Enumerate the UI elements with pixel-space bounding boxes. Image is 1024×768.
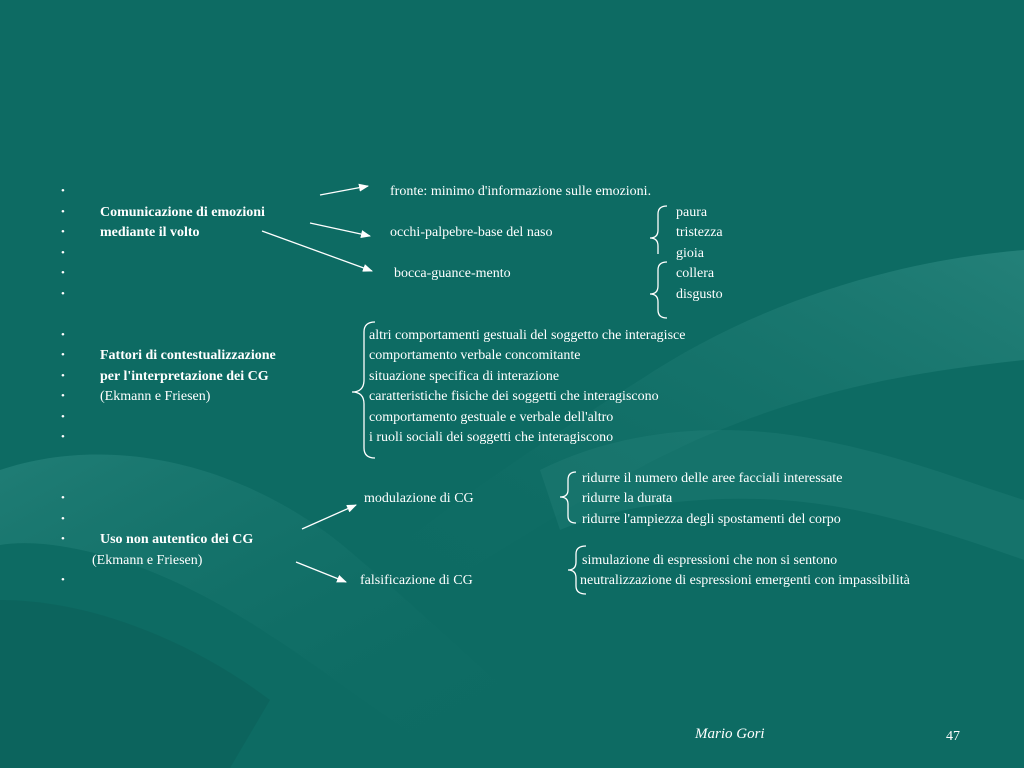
section3-source: (Ekmann e Friesen) — [92, 553, 203, 568]
region-forehead: fronte: minimo d'informazione sulle emozioni. — [390, 184, 652, 199]
arrow-to-modulation — [302, 505, 356, 529]
bullet: • — [61, 247, 65, 259]
factor-item: comportamento verbale concomitante — [369, 348, 581, 363]
arrow-to-mouth — [262, 231, 372, 271]
modulation-label: modulazione di CG — [364, 491, 474, 506]
arrow-to-eyes — [310, 223, 370, 236]
brace-emotions-lower — [650, 262, 667, 318]
section2-title-line2: per l'interpretazione dei CG — [100, 369, 269, 384]
section3-title: Uso non autentico dei CG — [100, 532, 254, 547]
bullet: • — [61, 267, 65, 279]
modulation-item: ridurre l'ampiezza degli spostamenti del corpo — [582, 512, 841, 527]
bullet: • — [61, 431, 65, 443]
bullet: • — [61, 206, 65, 218]
factor-item: i ruoli sociali dei soggetti che interagiscono — [369, 430, 614, 445]
bullet: • — [61, 411, 65, 423]
section2-title-line1: Fattori di contestualizzazione — [100, 348, 276, 363]
factor-item: comportamento gestuale e verbale dell'altro — [369, 410, 614, 425]
bullet: • — [61, 329, 65, 341]
region-mouth: bocca-guance-mento — [394, 266, 511, 281]
section2-source: (Ekmann e Friesen) — [100, 389, 211, 404]
emotion-item: disgusto — [676, 287, 723, 302]
section1-title-line2: mediante il volto — [100, 225, 200, 240]
falsification-item: neutralizzazione di espressioni emergenti con impassibilità — [580, 573, 910, 588]
footer-author: Mario Gori — [695, 726, 765, 742]
emotion-item: gioia — [676, 246, 704, 261]
section1-title-line1: Comunicazione di emozioni — [100, 205, 265, 220]
emotion-item: collera — [676, 266, 715, 281]
bullet: • — [61, 370, 65, 382]
factor-item: altri comportamenti gestuali del soggetto che interagisce — [369, 328, 686, 343]
falsification-item: simulazione di espressioni che non si sentono — [582, 553, 838, 568]
emotion-item: paura — [676, 205, 708, 220]
arrow-to-forehead — [320, 186, 368, 195]
page-number: 47 — [946, 729, 960, 744]
factor-item: situazione specifica di interazione — [369, 369, 560, 384]
bullet: • — [61, 492, 65, 504]
arrow-to-falsification — [296, 562, 346, 582]
bullet: • — [61, 533, 65, 545]
bullet: • — [61, 574, 65, 586]
emotion-item: tristezza — [676, 225, 723, 240]
bullet: • — [61, 185, 65, 197]
brace-modulation — [560, 472, 576, 523]
bullet: • — [61, 390, 65, 402]
bullet: • — [61, 288, 65, 300]
modulation-item: ridurre la durata — [582, 491, 673, 506]
factor-item: caratteristiche fisiche dei soggetti che interagiscono — [369, 389, 659, 404]
modulation-item: ridurre il numero delle aree facciali interessate — [582, 471, 843, 486]
falsification-label: falsificazione di CG — [360, 573, 473, 588]
bullet: • — [61, 226, 65, 238]
region-eyes: occhi-palpebre-base del naso — [390, 225, 553, 240]
bullet: • — [61, 349, 65, 361]
bullet: • — [61, 513, 65, 525]
brace-emotions-upper — [650, 206, 667, 254]
